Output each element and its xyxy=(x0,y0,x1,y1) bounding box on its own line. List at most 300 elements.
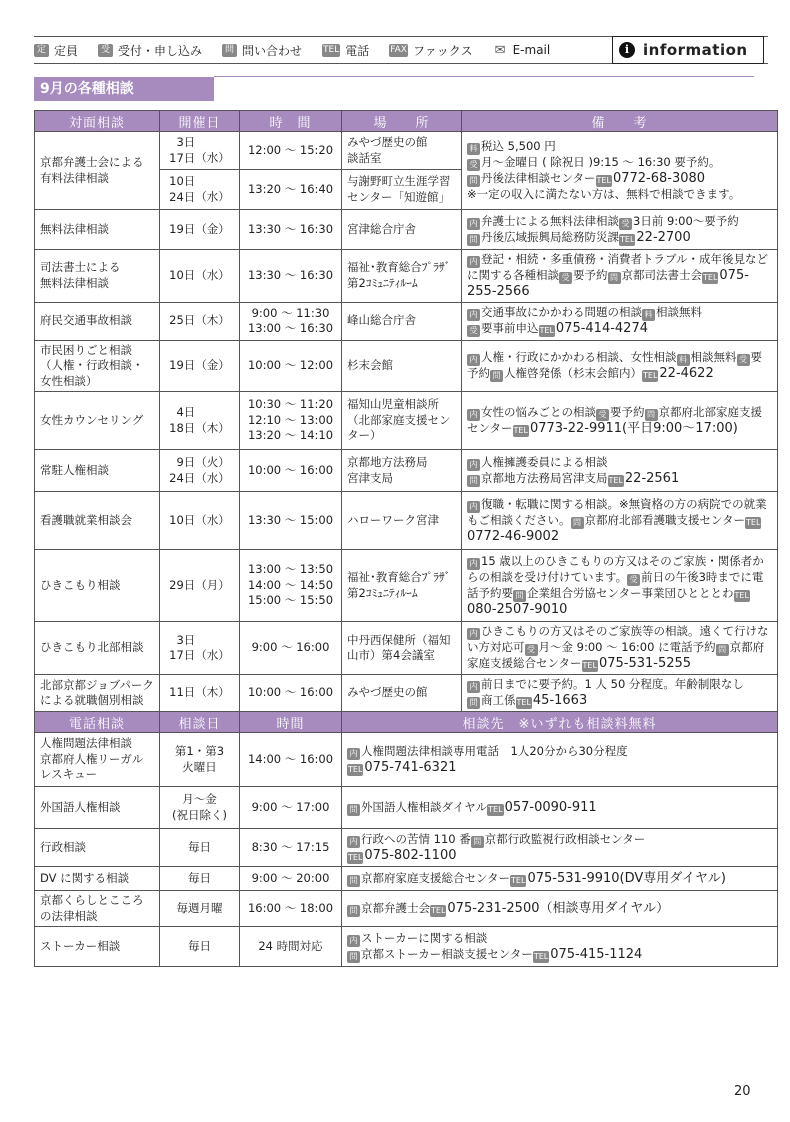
note-line xyxy=(347,760,772,776)
note-line xyxy=(467,693,772,709)
time-cell: 16:00 ～ 18:00 xyxy=(240,891,342,927)
note-text: 人権・行政にかかわる相談、女性相談 xyxy=(481,349,677,364)
note-mark-icon: 受 xyxy=(467,325,480,337)
time-cell: 10:00 ～ 16:00 xyxy=(240,675,342,712)
note-text: 15 歳以上のひきこもりの方又はそのご家族・関係者からの相談を受け付けています。 xyxy=(467,553,764,584)
note-mark-icon: 問 xyxy=(347,951,360,963)
weekday-value: （金） xyxy=(195,358,230,372)
table-row xyxy=(35,622,778,675)
note-line xyxy=(467,155,772,171)
date-cell xyxy=(160,492,240,550)
phone-icon: TEL xyxy=(596,175,611,185)
note-mark-icon: 問 xyxy=(467,175,480,187)
time-cell: 9:00 ～ 20:00 xyxy=(240,867,342,891)
note-mark-icon: 料 xyxy=(677,354,690,366)
note-mark-icon: 受 xyxy=(525,644,538,656)
note-text: 復職・転職に関する相談。※無資格の方の病院での就業もご相談ください。 xyxy=(467,496,767,527)
contact-cell xyxy=(342,787,778,829)
place-cell: 京都地方法務局 宮津支局 xyxy=(342,450,462,492)
note-line xyxy=(467,139,772,155)
header-phone-time: 時間 xyxy=(240,712,342,733)
notes-cell xyxy=(462,250,778,303)
phone-icon: TEL xyxy=(746,517,761,527)
table-row xyxy=(35,733,778,787)
note-line xyxy=(347,901,772,917)
place-cell: 宮津総合庁舎 xyxy=(342,210,462,250)
face-table-body xyxy=(35,132,778,712)
table-row xyxy=(35,927,778,967)
phone-icon: TEL xyxy=(539,326,554,335)
consultation-name: 外国語人権相談 xyxy=(35,787,160,829)
note-text: 企業組合労協センター事業団ひとととわ xyxy=(527,585,734,600)
date-cell xyxy=(160,302,240,340)
header-consult-day: 相談日 xyxy=(160,712,240,733)
weekday-value: （水） xyxy=(195,268,230,282)
note-mark-icon: 受 xyxy=(627,574,640,586)
note-text: 商工係 xyxy=(481,693,516,707)
note-line xyxy=(467,214,772,230)
phone-icon: TEL xyxy=(620,234,635,244)
consult-day-cell: 毎日 xyxy=(160,867,240,891)
note-mark-icon: 料 xyxy=(642,309,655,321)
section-title: 9月の各種相談 xyxy=(34,77,214,101)
note-mark-icon: 内 xyxy=(467,218,480,230)
date-cell xyxy=(160,132,240,170)
note-text: 人権問題法律相談専用電話 1人20分から30分程度 xyxy=(361,743,628,758)
note-mark-icon: 問 xyxy=(471,836,484,848)
consultation-name: 京都くらしとこころの法律相談 xyxy=(35,891,160,927)
table-row xyxy=(35,210,778,250)
phone-icon: TEL xyxy=(488,804,503,814)
note-line xyxy=(347,871,772,887)
note-line xyxy=(347,947,772,963)
note-line xyxy=(467,252,772,300)
note-line xyxy=(347,931,772,947)
phone-number: 075-231-2500（相談専用ダイヤル） xyxy=(447,900,670,916)
note-text: 要予約 xyxy=(467,349,762,380)
note-mark-icon: 問 xyxy=(608,272,621,284)
time-cell: 13:20 ～ 16:40 xyxy=(240,170,342,210)
consultation-name: 市民困りごと相談 （人権・行政相談・女性相談） xyxy=(35,340,160,392)
time-cell: 10:00 ～ 16:00 xyxy=(240,450,342,492)
note-mark-icon: 受 xyxy=(596,409,609,421)
weekday-value: （木） xyxy=(195,685,230,700)
consult-day-cell: 毎日 xyxy=(160,927,240,967)
note-mark-icon: 問 xyxy=(716,644,729,656)
legend-label: 受付・申し込み xyxy=(118,43,203,58)
consultation-name: 京都弁護士会による有料法律相談 xyxy=(35,132,160,210)
header-date: 開催日 xyxy=(160,111,240,132)
note-line xyxy=(467,497,772,545)
note-text: 行政への苦情 110 番 xyxy=(361,831,471,846)
phone-icon: TEL xyxy=(348,852,363,862)
note-text: 月～金 9:00 ～ 16:00 に電話予約 xyxy=(538,640,716,654)
legend-mark-icon: TEL xyxy=(323,44,340,55)
note-mark-icon: 問 xyxy=(467,234,480,246)
note-mark-icon: 内 xyxy=(467,501,480,513)
note-mark-icon: 問 xyxy=(467,475,480,487)
note-text: 月～金曜日 ( 除祝日 )9:15 ～ 16:30 要予約。 xyxy=(481,154,721,169)
date-value: 4日 18日 xyxy=(169,405,196,435)
contact-cell xyxy=(342,927,778,967)
place-cell: 杉末会館 xyxy=(342,340,462,392)
phone-icon: TEL xyxy=(643,370,658,380)
info-icon: i xyxy=(619,42,635,58)
table-row xyxy=(35,340,778,392)
note-text: 前日までに要予約。1 人 50 分程度。年齢制限なし xyxy=(481,677,744,691)
date-value: 25日 xyxy=(169,313,196,328)
note-text: 京都行政監視行政相談センター xyxy=(484,831,646,846)
note-text: 前日の午後3時までに電話予約要 xyxy=(467,569,764,600)
phone-icon: TEL xyxy=(703,273,718,282)
header-place: 場 所 xyxy=(342,111,462,132)
time-cell: 10:00 ～ 12:00 xyxy=(240,340,342,392)
legend-item xyxy=(322,42,369,59)
note-text: 人権擁護委員による相談 xyxy=(481,454,608,469)
time-cell: 8:30 ～ 17:15 xyxy=(240,829,342,867)
phone-icon: TEL xyxy=(582,661,597,670)
date-cell xyxy=(160,392,240,450)
note-mark-icon: 内 xyxy=(347,748,360,760)
notes-cell xyxy=(462,340,778,392)
phone-number: 075-531-9910(DV専用ダイヤル) xyxy=(527,870,726,886)
note-mark-icon: 内 xyxy=(347,836,360,848)
phone-number: 075-802-1100 xyxy=(364,847,457,863)
phone-number: 075-415-1124 xyxy=(550,946,643,962)
note-text: 交通事故にかかわる問題の相談 xyxy=(481,305,642,319)
note-text: 丹後法律相談センター xyxy=(481,170,596,185)
consultation-name: ひきこもり北部相談 xyxy=(35,622,160,675)
time-cell: 9:00 ～ 11:30 13:00 ～ 16:30 xyxy=(240,302,342,340)
consultation-name: 看護職就業相談会 xyxy=(35,492,160,550)
consult-day-cell: 第1・第3 火曜日 xyxy=(160,733,240,787)
consult-day-cell: 月～金 (祝日除く) xyxy=(160,787,240,829)
date-value: 10日 24日 xyxy=(169,174,196,204)
weekday-value: （水） xyxy=(195,150,230,165)
place-cell: 峰山総合庁舎 xyxy=(342,302,462,340)
note-mark-icon: 問 xyxy=(347,905,360,917)
note-line xyxy=(467,677,772,693)
consultation-name: ひきこもり相談 xyxy=(35,550,160,622)
phone-number: 080-2507-9010 xyxy=(467,601,568,617)
place-cell: みやづ歴史の館 xyxy=(342,675,462,712)
note-text: 女性の悩みごとの相談 xyxy=(481,404,596,419)
note-mark-icon: 問 xyxy=(513,590,526,602)
phone-number: 0773-22-9911(平日9:00～17:00) xyxy=(529,420,738,436)
phone-number: 45-1663 xyxy=(532,693,588,708)
note-mark-icon: 受 xyxy=(619,218,632,230)
legend-mark-icon: 受 xyxy=(98,44,113,57)
consultation-name: 司法書士による 無料法律相談 xyxy=(35,250,160,303)
weekday-value: （木） xyxy=(195,420,230,435)
legend-label: 電話 xyxy=(345,43,370,58)
legend-label: ファックス xyxy=(412,43,473,58)
contact-cell xyxy=(342,829,778,867)
consultation-name: ストーカー相談 xyxy=(35,927,160,967)
note-text: 京都府家庭支援総合センター xyxy=(361,870,511,885)
weekday-value: （水） xyxy=(195,648,230,662)
note-mark-icon: 問 xyxy=(347,875,360,887)
mail-icon: ✉ xyxy=(494,42,506,58)
consultation-name: 無料法律相談 xyxy=(35,210,160,250)
note-text: 外国語人権相談ダイヤル xyxy=(361,799,488,814)
date-value: 10日 xyxy=(169,512,196,527)
note-mark-icon: 内 xyxy=(467,309,480,321)
phone-icon: TEL xyxy=(533,951,549,961)
notes-cell xyxy=(462,302,778,340)
phone-number: 075-531-5255 xyxy=(598,656,692,671)
header-time: 時 間 xyxy=(240,111,342,132)
legend-item xyxy=(222,42,302,59)
time-cell: 13:30 ～ 16:30 xyxy=(240,250,342,303)
note-mark-icon: 内 xyxy=(347,935,360,947)
note-text: 京都司法書士会 xyxy=(621,268,702,282)
place-cell: 与謝野町立生涯学習センター「知遊館」 xyxy=(342,170,462,210)
note-text: 要事前申込 xyxy=(481,321,539,335)
notes-cell xyxy=(462,450,778,492)
date-value: 3日 17日 xyxy=(169,632,196,662)
table-row xyxy=(35,450,778,492)
notes-cell xyxy=(462,492,778,550)
time-cell: 24 時間対応 xyxy=(240,927,342,967)
note-mark-icon: 問 xyxy=(347,804,360,816)
place-cell: 福知山児童相談所（北部家庭支援センター） xyxy=(342,392,462,450)
phone-table-header xyxy=(35,712,778,733)
note-mark-icon: 受 xyxy=(559,272,572,284)
phone-number: 0772-68-3080 xyxy=(612,170,706,186)
table-row xyxy=(35,787,778,829)
note-mark-icon: 問 xyxy=(571,517,584,529)
note-mark-icon: 内 xyxy=(467,459,480,471)
date-cell xyxy=(160,550,240,622)
date-cell xyxy=(160,675,240,712)
notes-cell xyxy=(462,392,778,450)
note-line xyxy=(467,350,772,382)
table-row xyxy=(35,392,778,450)
consult-day-cell: 毎週月曜 xyxy=(160,891,240,927)
note-text: 税込 5,500 円 xyxy=(481,138,556,153)
note-mark-icon: 内 xyxy=(467,681,480,693)
weekday-value: （水） xyxy=(195,189,230,204)
note-text: 登記・相続・多重債務・消費者トラブル・成年後見などに関する各種相談 xyxy=(467,252,769,282)
note-text: 京都ストーカー相談支援センター xyxy=(361,946,533,961)
note-text: 京都府家庭支援総合センター xyxy=(467,640,765,670)
date-cell xyxy=(160,340,240,392)
place-cell: みやづ歴史の館 談話室 xyxy=(342,132,462,170)
place-cell: 福祉･教育総合ﾌﾟﾗｻﾞ 第2ｺﾐｭﾆﾃｨﾙｰﾑ xyxy=(342,250,462,303)
consultation-name: 女性カウンセリング xyxy=(35,392,160,450)
note-mark-icon: 料 xyxy=(467,143,480,155)
note-mark-icon: 内 xyxy=(467,256,480,268)
note-text: ひきこもりの方又はそのご家族等の相談。遠くて行けない方対応可 xyxy=(467,624,769,654)
note-line xyxy=(467,471,772,487)
time-cell: 10:30 ～ 11:20 12:10 ～ 13:00 13:20 ～ 14:10 xyxy=(240,392,342,450)
legend-mark-icon: 定 xyxy=(34,44,49,57)
contact-cell xyxy=(342,891,778,927)
weekday-value: （金） xyxy=(195,221,230,236)
time-cell: 12:00 ～ 15:20 xyxy=(240,132,342,170)
note-mark-icon: 問 xyxy=(490,370,503,382)
note-text: 3日前 9:00～要予約 xyxy=(633,213,739,228)
note-text: 要予約 xyxy=(573,268,608,282)
phone-number: 22-2561 xyxy=(624,470,680,486)
phone-number: 075-414-4274 xyxy=(555,321,648,336)
phone-number: 057-0090-911 xyxy=(504,799,597,815)
note-text: 京都地方法務局宮津支局 xyxy=(481,470,608,485)
notes-cell xyxy=(462,132,778,210)
note-text: 京都弁護士会 xyxy=(361,900,430,915)
note-text: ※一定の収入に満たない方は、無料で相談できます。 xyxy=(467,186,741,201)
note-line xyxy=(467,321,772,337)
table-row xyxy=(35,675,778,712)
note-line xyxy=(467,187,772,203)
place-cell: 中丹西保健所（福知山市）第4会議室 xyxy=(342,622,462,675)
phone-icon: TEL xyxy=(513,425,528,435)
phone-table-body xyxy=(35,712,778,967)
date-value: 9日 24日 xyxy=(169,455,196,485)
note-mark-icon: 受 xyxy=(467,159,480,171)
header-face-consultation: 対面相談 xyxy=(35,111,160,132)
table-row xyxy=(35,867,778,891)
note-text: 京都府北部看護職支援センター xyxy=(584,512,746,527)
table-row xyxy=(35,550,778,622)
consultation-table xyxy=(34,110,778,967)
legend-mark-icon: 問 xyxy=(222,44,237,57)
note-line xyxy=(467,230,772,246)
time-cell: 9:00 ～ 17:00 xyxy=(240,787,342,829)
table-row xyxy=(35,302,778,340)
header-notes: 備 考 xyxy=(462,111,778,132)
legend-bar xyxy=(34,36,768,64)
legend-item xyxy=(389,42,472,59)
consultation-name: DV に関する相談 xyxy=(35,867,160,891)
note-text: 京都府北部家庭支援センター xyxy=(467,404,762,435)
notes-cell xyxy=(462,675,778,712)
consultation-name: 常駐人権相談 xyxy=(35,450,160,492)
note-line xyxy=(347,848,772,864)
weekday-value: （水） xyxy=(195,512,230,527)
phone-icon: TEL xyxy=(348,764,363,774)
date-cell xyxy=(160,170,240,210)
notes-cell xyxy=(462,210,778,250)
note-text: 丹後広域振興局総務防災課 xyxy=(481,229,619,244)
time-cell: 13:00 ～ 13:50 14:00 ～ 14:50 15:00 ～ 15:50 xyxy=(240,550,342,622)
notes-cell xyxy=(462,550,778,622)
section-divider xyxy=(214,76,754,77)
phone-number: 075-741-6321 xyxy=(364,759,457,775)
note-mark-icon: 内 xyxy=(467,558,480,570)
information-label: information xyxy=(643,41,748,59)
face-table-header xyxy=(35,111,778,132)
legend-items xyxy=(34,37,570,63)
table-row xyxy=(35,829,778,867)
contact-cell xyxy=(342,733,778,787)
legend-mark-icon: FAX xyxy=(390,44,407,55)
note-text: 弁護士による無料法律相談 xyxy=(481,213,619,228)
note-line xyxy=(467,171,772,187)
consult-day-cell: 毎日 xyxy=(160,829,240,867)
note-mark-icon: 内 xyxy=(467,628,480,640)
phone-number: 22-2700 xyxy=(636,229,691,245)
legend-label: E-mail xyxy=(512,43,551,57)
note-line xyxy=(347,832,772,848)
note-line xyxy=(467,455,772,471)
note-text: 相談無料 xyxy=(656,305,702,319)
table-row xyxy=(35,891,778,927)
phone-icon: TEL xyxy=(608,475,623,485)
consultation-name: 行政相談 xyxy=(35,829,160,867)
date-cell xyxy=(160,622,240,675)
phone-icon: TEL xyxy=(734,590,749,600)
weekday-value: （木） xyxy=(195,313,230,328)
table-row xyxy=(35,250,778,303)
table-row xyxy=(35,132,778,170)
consultation-name: 府民交通事故相談 xyxy=(35,302,160,340)
phone-icon: TEL xyxy=(511,875,526,885)
place-cell: ハローワーク宮津 xyxy=(342,492,462,550)
note-mark-icon: 問 xyxy=(645,409,658,421)
note-line xyxy=(467,624,772,672)
date-cell xyxy=(160,450,240,492)
information-badge xyxy=(612,36,764,64)
time-cell: 14:00 ～ 16:00 xyxy=(240,733,342,787)
header-phone-consultation: 電話相談 xyxy=(35,712,160,733)
weekday-value: （火） （水） xyxy=(195,455,230,485)
time-cell: 13:30 ～ 16:30 xyxy=(240,210,342,250)
phone-number: 075-255-2566 xyxy=(467,268,749,299)
note-mark-icon: 内 xyxy=(467,409,480,421)
date-value: 10日 xyxy=(169,268,196,282)
consultation-name: 北部京都ジョブパーク による就職個別相談 xyxy=(35,675,160,712)
consultation-name: 人権問題法律相談 京都府人権リーガルレスキュー xyxy=(35,733,160,787)
contact-cell xyxy=(342,867,778,891)
phone-number: 0772-46-9002 xyxy=(467,528,560,544)
note-text: ストーカーに関する相談 xyxy=(361,930,488,945)
time-cell: 13:30 ～ 15:00 xyxy=(240,492,342,550)
date-value: 3日 17日 xyxy=(169,135,196,165)
notes-cell xyxy=(462,622,778,675)
date-value: 19日 xyxy=(169,221,196,236)
legend-item xyxy=(98,42,202,59)
phone-icon: TEL xyxy=(516,698,531,707)
table-row xyxy=(35,492,778,550)
phone-number: 22-4622 xyxy=(659,365,714,381)
note-line xyxy=(467,405,772,437)
weekday-value: （月） xyxy=(195,577,230,592)
note-mark-icon: 受 xyxy=(737,354,750,366)
date-value: 19日 xyxy=(169,358,196,372)
note-line xyxy=(467,305,772,321)
note-line xyxy=(347,744,772,760)
note-text: 相談無料 xyxy=(690,349,737,364)
legend-label: 問い合わせ xyxy=(242,43,303,58)
date-value: 11日 xyxy=(169,685,196,700)
time-cell: 9:00 ～ 16:00 xyxy=(240,622,342,675)
note-line xyxy=(347,800,772,816)
place-cell: 福祉･教育総合ﾌﾟﾗｻﾞ 第2ｺﾐｭﾆﾃｨﾙｰﾑ xyxy=(342,550,462,622)
legend-item xyxy=(34,42,78,59)
page-number: 20 xyxy=(734,1084,751,1099)
date-cell xyxy=(160,250,240,303)
note-mark-icon: 内 xyxy=(467,354,480,366)
note-text: 人権啓発係（杉末会館内） xyxy=(504,365,642,380)
date-cell xyxy=(160,210,240,250)
note-text: 要予約 xyxy=(610,404,645,419)
note-mark-icon: 問 xyxy=(467,697,480,709)
header-contact: 相談先 ※いずれも相談料無料 xyxy=(342,712,778,733)
legend-label: 定員 xyxy=(54,43,79,58)
note-line xyxy=(467,554,772,618)
